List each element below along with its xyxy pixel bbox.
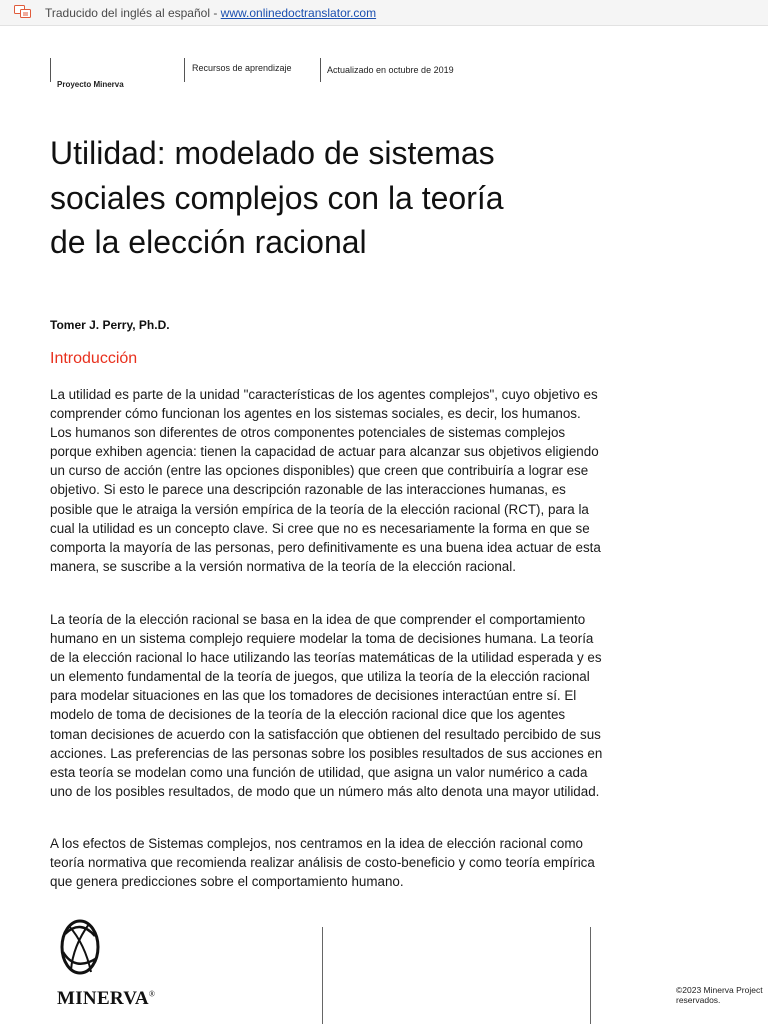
minerva-wordmark: [57, 988, 155, 1010]
translator-link[interactable]: www.onlinedoctranslator.com: [220, 6, 377, 20]
paragraph-2: La teoría de la elección racional se basa en la idea de que comprender el comportamiento humano en un sistema complejo requiere modelar la toma de decisiones humana. La teoría de la elección racional lo hace utilizando las teorías matemáticas de la utilidad esperada y es un elemento fundamental de la teoría de juegos, que utiliza la teoría de la elección racional para modelar situaciones en las que los tomadores de decisiones interactúan entre sí. El modelo de toma de decisiones de la teoría de la elección racional dice que los agentes toman decisiones de acuerdo con la satisfacción que obtienen del resultado percibido de sus acciones. Las preferencias de las personas sobre los posibles resultados de sus acciones en esta teoría se modelan como una función de utilidad, que asigna un valor numérico a cada uno de los posibles resultados, de modo que un número más alto denota una mayor utilidad.: [50, 612, 603, 799]
banner-label: Traducido del inglés al español -: [45, 6, 221, 20]
header-divider-3: [320, 58, 321, 82]
footer-divider-1: [322, 927, 323, 1024]
project-name: Proyecto Minerva: [57, 80, 124, 89]
header-divider-1: [50, 58, 51, 82]
copyright-line-1: ©2023 Minerva Project: [676, 985, 763, 995]
header-divider-2: [184, 58, 185, 82]
paragraph-1: La utilidad es parte de la unidad "características de los agentes complejos", cuyo objetivo es comprender cómo funcionan los agentes en los sistemas sociales, es decir, los humanos. Los humanos son diferentes de otros componentes potenciales de sistemas complejos porque exhiben agencia: tienen la capacidad de actuar para alcanzar sus objetivos eligiendo un curso de acción (entre las opciones disponibles) que creen que contribuiría a lograr ese objetivo. Si esto le parece una descripción razonable de las interacciones humanas, es posible que le atraiga la versión empírica de la teoría de la elección racional (RCT), para la cual la utilidad es un concepto clave. Si cree que no es necesariamente la forma en que se comporta la mayoría de las personas, pero definitivamente es una buena idea actuar de esta manera, se suscribe a la versión normativa de la teoría de la elección racional.: [50, 387, 601, 574]
document-title: Utilidad: modelado de sistemas sociales complejos con la teoría de la elección racional: [50, 135, 504, 260]
translation-banner: [0, 0, 768, 26]
section-heading: Introducción: [50, 350, 138, 367]
author: Tomer J. Perry, Ph.D.: [50, 318, 170, 332]
minerva-logo-icon: [55, 914, 105, 986]
copyright: [676, 985, 768, 1005]
copyright-line-2: reservados.: [676, 995, 721, 1005]
resources-label: Recursos de aprendizaje: [192, 63, 292, 73]
translate-icon: [14, 5, 32, 19]
logo-text: MINERVA: [57, 988, 149, 1009]
registered-mark: ®: [148, 989, 156, 999]
footer-divider-2: [590, 927, 591, 1024]
banner-text: [45, 6, 376, 20]
paragraph-3: A los efectos de Sistemas complejos, nos centramos en la idea de elección racional como teoría normativa que recomienda realizar análisis de costo-beneficio y como teoría empírica que genera predicciones sobre el comportamiento humano.: [50, 836, 595, 890]
updated-label: Actualizado en octubre de 2019: [327, 65, 454, 75]
